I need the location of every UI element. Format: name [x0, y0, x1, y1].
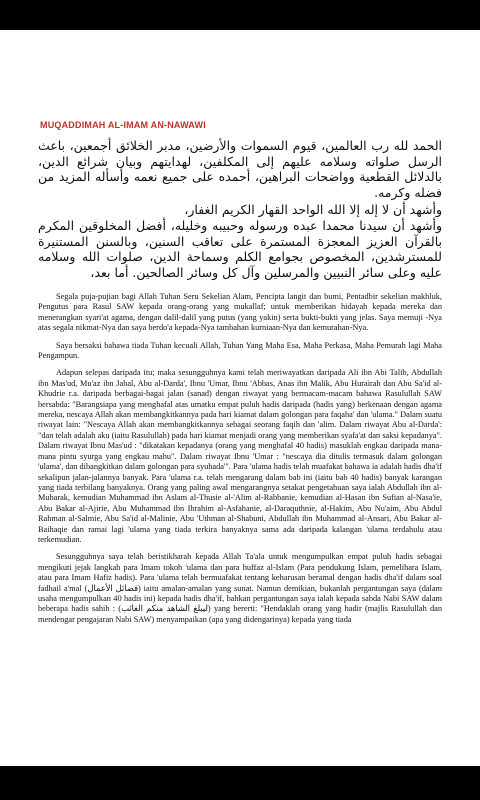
body-paragraph: Adapun selepas daripada itu; maka sesungguhnya kami telah meriwayatkan daripada Ali ibn Abi Talib, Abdullah ibn Mas'ud, Mu'az ibn Jabal, Abu al-Darda', Ibnu 'Umar, Ibnu 'Abbas, Anas ibn Malik, Abu Hurairah dan Abu Sa'id al-Khudrie r.a. daripada berbagai-bagai jalan (sanad) dengan riwayat yang bermacam-macam bahawa Rasulullah SAW bersabda: "Barangsiapa yang menghafal atas umatku empat puluh hadis daripada (hadis yang) berkenaan dengan agama mereka, nescaya Allah akan membangkitkannya pada hari kiamat dalam golongan para faqaha' dan 'ulama." Dalam suatu riwayat lain: "Nescaya Allah akan membangkitkannya sebagai seorang faqih dan 'alim. Dalam riwayat Abu al-Darda': "dan telah adalah aku (iaitu Rasulullah) pada hari kiamat menjadi orang yang memberikan syafa'at dan saksi kepadanya". Dalam riwayat Ibnu Mas'ud : "dikatakan kepadanya (orang yang menghafal 40 hadis) masuklah engkau daripada mana-mana pintu syurga yang engkau mahu". Dalam riwayat Ibnu 'Umar : "nescaya dia ditulis termasuk dalam golongan 'ulama', dan dibangkitkan dalam golongan para syuhada'". Para 'ulama hadis telah muafakat bahawa ia adalah hadis dha'if sekalipun jalan-jalannya banyak. Para 'ulama r.a. telah mengarang dalam bab ini (iaitu bab 40 hadis) banyak karangan yang tiada terbilang banyaknya. Orang yang paling awal mengarangnya setakat pengetahuan saya ialah Abdullah ibn al-Mubarak, kemudian Muhammad ibn Aslam al-Thusie al-'Alim al-Rabbanie, kemudian al-Hasan ibn Sufian al-Nasa'ie, Abu Bakar al-Ajirie, Abu Muhammad ibn Ibrahim al-Asfahanie, al-Daraquthnie, al-Hakim, Abu Nu'aim, Abu Abdul Rahman al-Salmie, Abu Sa'id al-Malinie, Abu 'Uthman al-Shabuni, Abdullah ibn Muhammad al-Ansari, Abu Bakar al-Baihaqie dan ramai lagi 'ulama yang tiada terkira banyaknya sama ada daripada kalangan 'ulama terdahulu atau terkemudian.: [38, 368, 442, 544]
body-paragraph: Saya bersaksi bahawa tiada Tuhan kecuali Allah, Tuhan Yang Maha Esa, Maha Perkasa, Maha Pemurah lagi Maha Pengampun.: [38, 340, 442, 361]
body-paragraph: Segala puja-pujian bagi Allah Tuhan Seru Sekelian Alam, Pencipta langit dan bumi, Pentadbir sekelian makhluk, Pengutus para Rasul SAW kepada orang-orang yang mukallaf; untuk memberikan hidayah kepada mereka dan menerangkan syari'at agama, dengan dalil-dalil yang putus (yang yakin) serta bukti-bukti yang jelas. Saya memuji -Nya atas segala nikmat-Nya dan saya berdo'a kepada-Nya tambahan kurniaan-Nya dan kemurahan-Nya.: [38, 292, 442, 333]
arabic-preface-2: [38, 202, 442, 218]
translation-body: [38, 292, 442, 632]
arabic-preface-1: [38, 138, 442, 200]
body-paragraph: Sesungguhnya saya telah beristikharah kepada Allah Ta'ala untuk mengumpulkan empat puluh hadis sebagai mengikuti jejak langkah para Imam tokoh 'ulama dan para huffaz al-Islam (Para pendukung Islam, pemelihara Islam, atau para Imam Hafiz hadis). Para 'ulama telah bermuafakat tentang keharusan beramal dengan hadis dha'if dalam soal fadhail a'mal (فضائل الأعمال) iaitu amalan-amalan yang sunat. Namun demikian, bukanlah pergantungan saya (dalam usaha mengumpulkan 40 hadis ini) kepada hadis dha'if, bahkan pergantungan saya ialah kepada sabda Nabi SAW dalam beberapa hadis sahih : (ليبلغ الشاهد منكم الغائب) yang bererti: "Hendaklah orang yang hadir (majlis Rasulullah dan mendengar pengajaran Nabi SAW) menyampaikan (apa yang didengarinya) kepada yang tiada: [38, 552, 442, 624]
arabic-paragraph: وأشهد أن سيدنا محمدا عبده ورسوله وحبيبه وخليله، أفضل المخلوقين المكرم بالقرآن العزيز المعجزة المستمرة على تعاقب السنين، وبالسنن المستنيرة للمسترشدين، المخصوص بجوامع الكلم وسماحة الدين، صلوات الله وسلامه عليه وعلى سائر النبيين والمرسلين وآل كل وسائر الصالحين. أما بعد،: [38, 218, 442, 280]
arabic-paragraph: الحمد لله رب العالمين، قيوم السموات والأرضين، مدبر الخلائق أجمعين، باعث الرسل صلواته وسلامه عليهم إلى المكلفين، لهدايتهم وبيان شرائع الدين، بالدلائل القطعية وواضحات البراهين، أحمده على جميع نعمه وأسأله المزيد من فضله وكرمه.: [38, 138, 442, 200]
arabic-paragraph: وأشهد أن لا إله إلا الله الواحد القهار الكريم الغفار،: [184, 202, 442, 217]
document-page: [0, 30, 480, 766]
arabic-preface-3: [38, 218, 442, 280]
page-title: MUQADDIMAH AL-IMAM AN-NAWAWI: [40, 120, 206, 130]
